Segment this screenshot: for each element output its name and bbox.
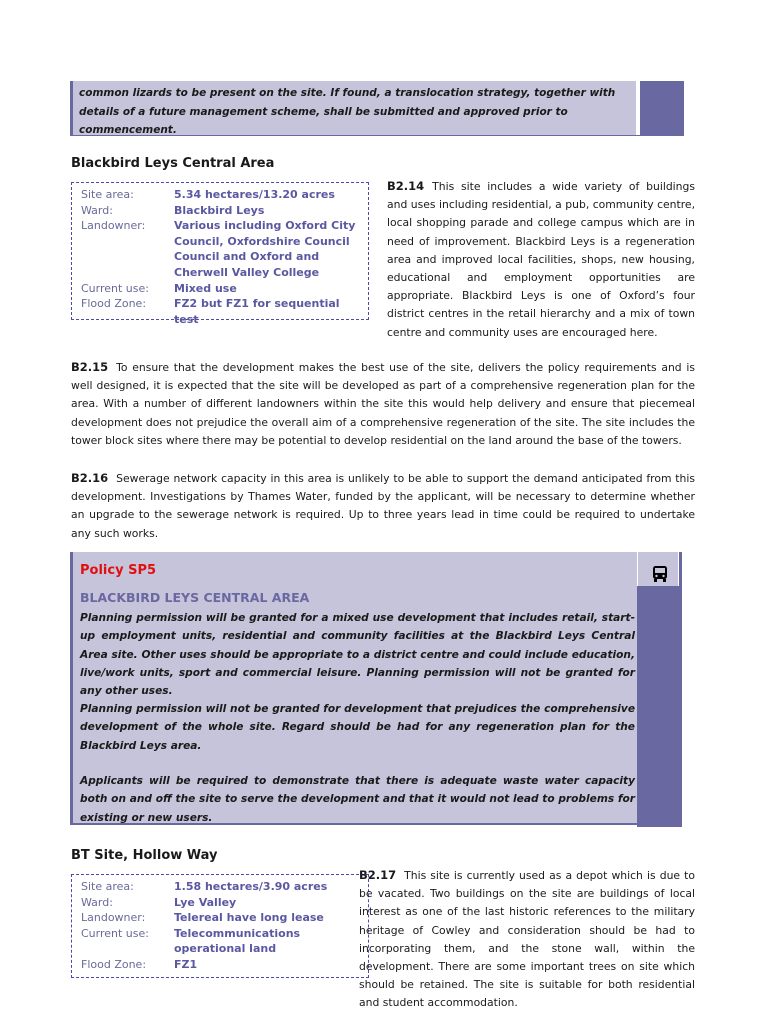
paragraph-number: B2.17 <box>359 868 397 882</box>
site-info-row <box>81 926 368 957</box>
site-info-label: Flood Zone: <box>81 297 147 311</box>
policy-paragraph-1: Planning permission will be granted for a mixed use development that includes retail, start-up employment units, residential and community facilities at the Blackbird Leys Central Area site. Other uses should be appropriate to a district centre and could include education, live/work units, sport and commercial leisure. Planning permission will not be granted for any other uses. <box>80 612 635 698</box>
site-info-value: Various including Oxford City Council, Oxfordshire Council Council and Oxford and Cherwell Valley College <box>174 219 356 279</box>
bus-icon <box>652 565 668 583</box>
site-info-row <box>81 296 368 327</box>
site-info-value: FZ2 but FZ1 for sequential test <box>174 297 340 326</box>
site-info-table-blackbird <box>71 182 369 326</box>
policy-sp5-panel <box>70 552 637 825</box>
policy-sp5-sidebar <box>637 552 682 827</box>
site-info-row <box>81 203 368 219</box>
site-info-label: Ward: <box>81 895 113 909</box>
site-info-value: Lye Valley <box>174 895 237 909</box>
policy-continuation-sidebar <box>640 81 684 135</box>
paragraph-text: This site includes a wide variety of buildings and uses including residential, a pub, community centre, local shopping parade and college campus which are in need of improvement. Blackbird Leys is a regeneration area and improved local facilities, shops, new housing, educational and employment opportunities are appropriate. Blackbird Leys is one of Oxford’s four district centres in the retail hierarchy and a mix of town centre and community uses are encouraged here. <box>387 180 695 339</box>
paragraph-number: B2.14 <box>387 179 425 193</box>
paragraph-number: B2.15 <box>71 360 109 374</box>
site-info-label: Landowner: <box>81 219 146 233</box>
site-info-label: Current use: <box>81 281 149 295</box>
policy-title: Policy SP5 <box>80 563 157 578</box>
paragraph-b2-16 <box>71 469 695 543</box>
paragraph-b2-17 <box>359 866 695 1013</box>
section-heading-bt-site: BT Site, Hollow Way <box>71 848 218 863</box>
section-heading-blackbird-leys: Blackbird Leys Central Area <box>71 156 275 171</box>
site-info-value: 1.58 hectares/3.90 acres <box>174 880 328 893</box>
policy-paragraph-2: Planning permission will not be granted for development that prejudices the comprehensive development of the whole site. Regard should be had for any regeneration plan for the Blackbird Leys area. <box>80 703 635 752</box>
site-info-row <box>81 187 368 203</box>
policy-subtitle: BLACKBIRD LEYS CENTRAL AREA <box>80 590 310 605</box>
site-info-row <box>81 281 368 297</box>
site-info-value: Telecommunications operational land <box>174 926 301 956</box>
policy-continuation-box <box>70 81 684 136</box>
policy-paragraph-3: Applicants will be required to demonstrate that there is adequate waste water capacity both on and off the site to serve the development and that it would not lead to problems for existing or new users. <box>80 775 635 824</box>
site-info-row <box>81 895 368 911</box>
site-info-value: Blackbird Leys <box>174 203 265 217</box>
site-info-value: FZ1 <box>174 957 198 971</box>
site-info-label: Site area: <box>81 188 134 201</box>
site-info-row <box>81 957 368 973</box>
site-info-row <box>81 879 368 895</box>
site-info-value: Mixed use <box>174 281 237 295</box>
paragraph-text: Sewerage network capacity in this area is unlikely to be able to support the demand anticipated from this development. Investigations by Thames Water, funded by the applicant, will be necessary to determine whether an upgrade to the sewerage network is required. Up to three years lead in time could be required to undertake any such works. <box>71 472 695 540</box>
site-info-row <box>81 910 368 926</box>
site-info-label: Flood Zone: <box>81 957 147 971</box>
site-info-table-bt <box>71 874 369 978</box>
paragraph-b2-15 <box>71 358 695 450</box>
paragraph-text: To ensure that the development makes the best use of the site, delivers the policy requirements and is well designed, it is expected that the site will be developed as part of a comprehensive regeneration plan for the area. With a number of different landowners within the site this would help delivery and ensure that piecemeal development does not prejudice the overall aim of a comprehensive regeneration of the site. The site includes the tower block sites where there may be potential to develop residential on the land around the base of the towers. <box>71 361 695 447</box>
paragraph-number: B2.16 <box>71 471 109 485</box>
paragraph-b2-14 <box>387 177 695 342</box>
site-info-value: Telereal have long lease <box>174 911 324 925</box>
site-info-label: Ward: <box>81 203 113 217</box>
policy-continuation-text: common lizards to be present on the site. If found, a translocation strategy, together with details of a future management scheme, shall be submitted and approved prior to commencement. <box>79 87 616 136</box>
site-info-label: Current use: <box>81 926 149 940</box>
policy-continuation-panel <box>73 81 636 135</box>
policy-sp5-box <box>70 552 682 827</box>
site-info-row <box>81 218 368 280</box>
site-info-label: Site area: <box>81 880 134 893</box>
site-info-label: Landowner: <box>81 911 146 925</box>
site-info-value: 5.34 hectares/13.20 acres <box>174 188 335 201</box>
paragraph-text: This site is currently used as a depot which is due to be vacated. Two buildings on the site are buildings of local interest as one of the last historic references to the military heritage of Cowley and consideration should be had to incorporating them, and the stone wall, within the development. There are some important trees on site which should be retained. The site is suitable for both residential and student accommodation. <box>359 869 695 1010</box>
